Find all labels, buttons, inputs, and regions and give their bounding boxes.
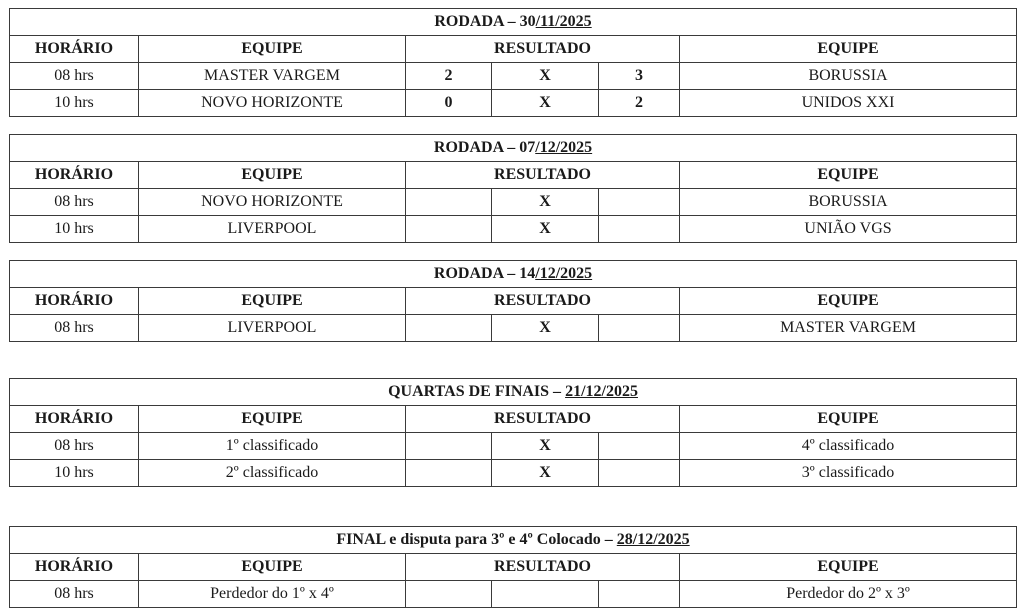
match-row	[10, 315, 1017, 342]
home-score	[406, 433, 492, 460]
away-team: UNIÃO VGS	[680, 216, 1017, 243]
header-away-team: EQUIPE	[680, 406, 1017, 433]
round-date: /11/2025	[535, 13, 592, 30]
away-team: UNIDOS XXI	[680, 90, 1017, 117]
header-result: RESULTADO	[406, 288, 680, 315]
away-team: 3º classificado	[680, 460, 1017, 487]
header-result: RESULTADO	[406, 406, 680, 433]
header-row	[10, 162, 1017, 189]
round-date: /12/2025	[535, 265, 593, 282]
home-team: 2º classificado	[139, 460, 406, 487]
match-row	[10, 189, 1017, 216]
round-date: 21/12/2025	[565, 383, 638, 400]
round-table-1	[9, 8, 1017, 117]
header-time: HORÁRIO	[10, 36, 139, 63]
match-time: 10 hrs	[10, 460, 139, 487]
header-row	[10, 554, 1017, 581]
header-result: RESULTADO	[406, 162, 680, 189]
home-score: 0	[406, 90, 492, 117]
match-row	[10, 90, 1017, 117]
versus: X	[492, 433, 599, 460]
match-time: 10 hrs	[10, 90, 139, 117]
header-time: HORÁRIO	[10, 554, 139, 581]
match-time: 10 hrs	[10, 216, 139, 243]
away-score	[599, 581, 680, 608]
match-row	[10, 63, 1017, 90]
match-time: 08 hrs	[10, 189, 139, 216]
header-time: HORÁRIO	[10, 406, 139, 433]
round-title-row	[10, 261, 1017, 288]
away-team: BORUSSIA	[680, 63, 1017, 90]
header-result: RESULTADO	[406, 554, 680, 581]
versus: X	[492, 63, 599, 90]
away-score	[599, 216, 680, 243]
home-team: Perdedor do 1º x 4º	[139, 581, 406, 608]
away-team: MASTER VARGEM	[680, 315, 1017, 342]
home-score	[406, 189, 492, 216]
away-score	[599, 433, 680, 460]
round-date: /12/2025	[535, 139, 593, 156]
away-score: 3	[599, 63, 680, 90]
header-home-team: EQUIPE	[139, 406, 406, 433]
versus	[492, 581, 599, 608]
round-table-final	[9, 526, 1017, 608]
home-score	[406, 460, 492, 487]
round-title: FINAL e disputa para 3º e 4º Colocado – 28/12/2025	[10, 527, 1017, 554]
away-team: Perdedor do 2º x 3º	[680, 581, 1017, 608]
away-score	[599, 315, 680, 342]
round-title-row	[10, 379, 1017, 406]
versus: X	[492, 460, 599, 487]
round-table-3	[9, 260, 1017, 342]
versus: X	[492, 216, 599, 243]
round-title-row	[10, 9, 1017, 36]
round-title-row	[10, 135, 1017, 162]
header-time: HORÁRIO	[10, 162, 139, 189]
home-team: MASTER VARGEM	[139, 63, 406, 90]
versus: X	[492, 90, 599, 117]
header-result: RESULTADO	[406, 36, 680, 63]
header-home-team: EQUIPE	[139, 36, 406, 63]
header-away-team: EQUIPE	[680, 162, 1017, 189]
home-team: NOVO HORIZONTE	[139, 90, 406, 117]
versus: X	[492, 315, 599, 342]
match-row	[10, 460, 1017, 487]
round-table-2	[9, 134, 1017, 243]
home-score	[406, 315, 492, 342]
versus: X	[492, 189, 599, 216]
match-time: 08 hrs	[10, 63, 139, 90]
round-date: 28/12/2025	[616, 531, 690, 548]
home-team: 1º classificado	[139, 433, 406, 460]
home-score	[406, 581, 492, 608]
away-team: BORUSSIA	[680, 189, 1017, 216]
header-home-team: EQUIPE	[139, 288, 406, 315]
header-home-team: EQUIPE	[139, 554, 406, 581]
away-score: 2	[599, 90, 680, 117]
header-away-team: EQUIPE	[680, 36, 1017, 63]
away-score	[599, 460, 680, 487]
header-row	[10, 288, 1017, 315]
header-row	[10, 406, 1017, 433]
header-away-team: EQUIPE	[680, 288, 1017, 315]
away-team: 4º classificado	[680, 433, 1017, 460]
home-team: LIVERPOOL	[139, 216, 406, 243]
header-row	[10, 36, 1017, 63]
home-score: 2	[406, 63, 492, 90]
match-time: 08 hrs	[10, 433, 139, 460]
round-table-quarterfinals	[9, 378, 1017, 487]
away-score	[599, 189, 680, 216]
round-title-row	[10, 527, 1017, 554]
match-row	[10, 433, 1017, 460]
round-title: QUARTAS DE FINAIS – 21/12/2025	[10, 379, 1017, 406]
match-time: 08 hrs	[10, 315, 139, 342]
home-team: LIVERPOOL	[139, 315, 406, 342]
home-team: NOVO HORIZONTE	[139, 189, 406, 216]
match-row	[10, 216, 1017, 243]
header-away-team: EQUIPE	[680, 554, 1017, 581]
home-score	[406, 216, 492, 243]
round-title: RODADA – 14/12/2025	[10, 261, 1017, 288]
round-title: RODADA – 07/12/2025	[10, 135, 1017, 162]
round-title: RODADA – 30/11/2025	[10, 9, 1017, 36]
match-time: 08 hrs	[10, 581, 139, 608]
header-home-team: EQUIPE	[139, 162, 406, 189]
header-time: HORÁRIO	[10, 288, 139, 315]
match-row	[10, 581, 1017, 608]
